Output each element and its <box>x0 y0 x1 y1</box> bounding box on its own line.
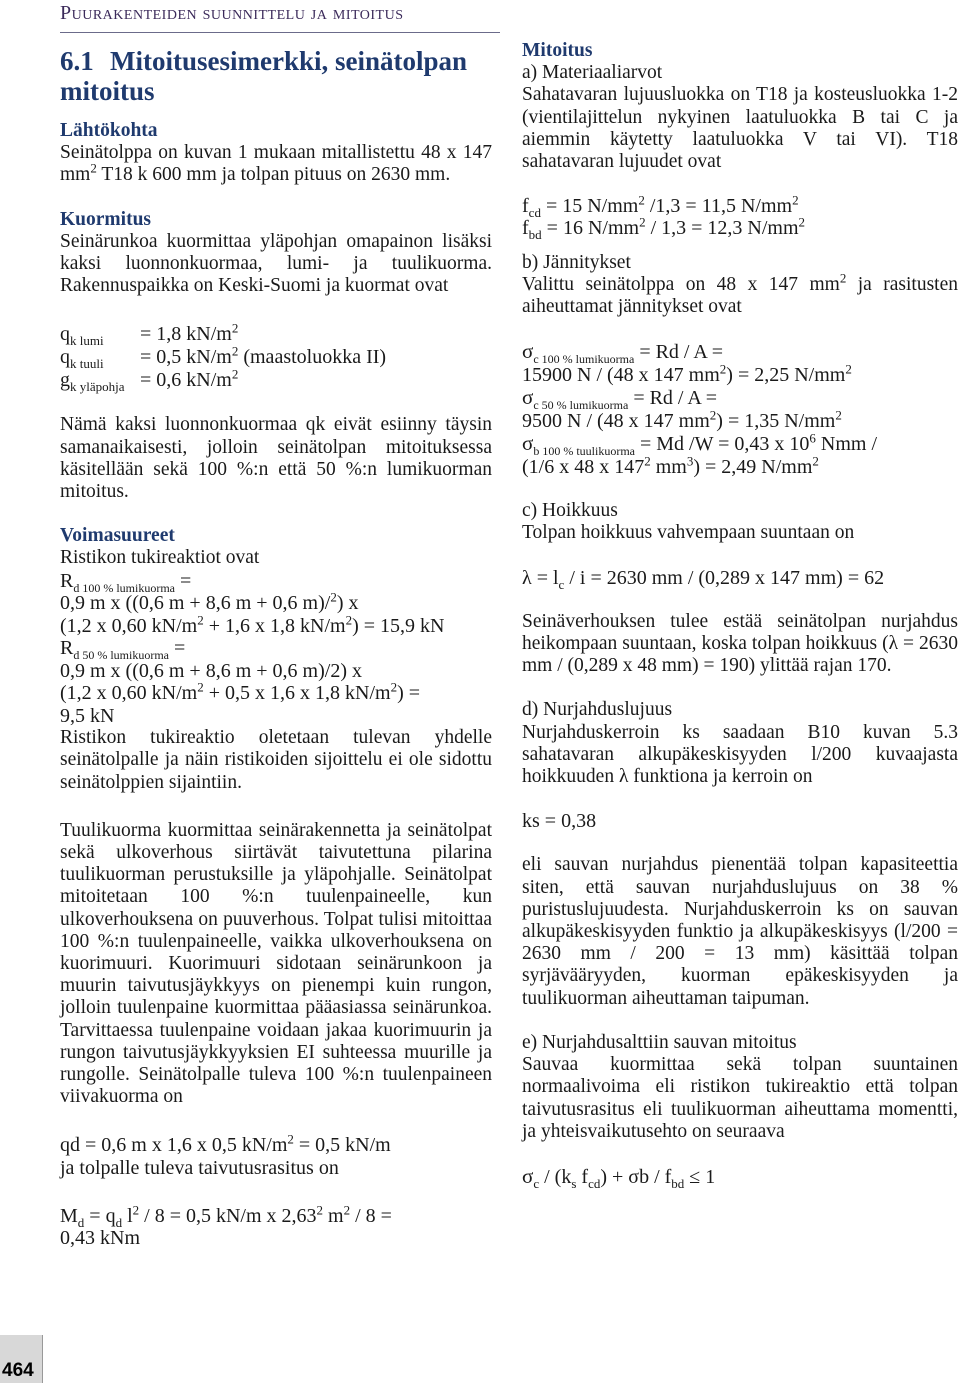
strength-values: $f_{cd} = 15$ $N/mm^2$ /1,3 = 11,5 $N/mm^2$ $f_{bd} = 16$ $N/mm^2 / 1,3 = 12,3$ $N/mm^2$ <box>522 192 806 243</box>
qd-equation: qd = 0,6 m x 1,6 x 0,5 $kN/m^2 = 0,5$ kN/m ja tolpalle tuleva taivutusrasitus on <box>60 1131 391 1179</box>
paragraph-voima: Ristikon tukireaktiot ovat <box>60 547 260 569</box>
page-number-tab <box>0 1335 43 1383</box>
left-column <box>60 40 492 1249</box>
right-column <box>522 40 959 1191</box>
heading-voimasuureet: Voimasuureet <box>60 525 175 547</box>
stress-equations: $\sigma_{c 100 \% lumikuorma} = Rd / A$ = 15900 N / (48 x 147 $mm^2) = 2,25$ $N/mm^2$ $\sigma_{c 50 \% lumikuorma} = Rd / A$ = 9500 N / (48 x 147 $mm^2) = 1,35$ $N/mm^2$ $\sigma_{b 100 \% tuulikuorma} = Md$ /W = 0,43 x $10^6$ Nmm / (1/6 x 48 x $147^2$ $mm^3) = 2,49$ $N/mm^2$ <box>522 339 878 478</box>
page-number: 464 <box>2 1360 34 1381</box>
header-rule <box>60 32 500 33</box>
slenderness-equation: $\lambda = l_c / i = 2630$ mm / (0,289 x 147 mm) = 62 <box>522 566 885 592</box>
md-equation: $M_d = q_d$ $l^2 / 8 = 0,5$ kN/m x 2,63$^2$ $m^2 / 8$ = 0,43 kNm <box>60 1202 392 1249</box>
load-snow: $q_{k lumi}$ = 1,8 $kN/m^2$ <box>60 320 239 349</box>
ks-value: ks = 0,38 <box>522 810 597 833</box>
load-wind: $q_{k tuuli}$ = 0,5 $kN/m^2$ (maastoluokka II) <box>60 343 387 372</box>
paragraph-e: Sauvaa kuormittaa sekä tolpan suuntainen normaalivoima eli ristikon tukireaktio että tolpan taivutusrasitus eli tuulikuorman aiheuttama momentti, ja yhteisvaikutusehto on seuraava <box>522 1054 958 1142</box>
paragraph-lahtokohta: Seinätolppa on kuvan 1 mukaan mitallistettu 48 x 147 $mm^2$ T18 k 600 mm ja tolpan pituus on 2630 mm. <box>60 142 492 186</box>
paragraph-ristikon: Ristikon tukireaktio oletetaan tulevan yhdelle seinätolpalle ja näin ristikoiden sijoittelu ei ole sidottu seinätolppien sijaintiin. <box>60 727 492 793</box>
heading-a: a) Materiaaliarvot <box>522 62 663 84</box>
section-title <box>60 46 492 106</box>
heading-mitoitus: Mitoitus <box>522 40 593 61</box>
reaction-50: $R_{d 50 \% lumikuorma}$ = 0,9 m x ((0,6 m + 8,6 m + 0,6 m)/2) x (1,2 x 0,60 $kN/m^2 + 0,5$ x 1,6 x 1,8 $kN/m^2$) = 9,5 kN <box>60 637 421 727</box>
heading-e: e) Nurjahdusalttiin sauvan mitoitus <box>522 1031 797 1053</box>
interaction-equation: $\sigma_c / (k_s$ $f_{cd}) + \sigma b / f_{bd} \le 1$ <box>522 1163 716 1191</box>
paragraph-tuulikuorma: Tuulikuorma kuormittaa seinärakennetta ja seinätolpat sekä ulkoverhous siirtävät taivutettuna pilarina tuulikuorman perustuksille ja yläpohjalle. Seinätolpat mitoitetaan 100 %:n tuulenpaineelle, kun ulkoverhouksena on puuverhous. Tolpat tulisi mitoittaa 100 %:n tuulenpaineelle, vaikka ulkoverhouksena on kuorimuuri. Kuorimuuri sidotaan seinärunkoon ja muurin taivutusjäykkyys on pienempi kuin rungon, jolloin tuulenpaine kuormittaa pääasiassa seinärunkoa. Tarvittaessa tuulenpaine voidaan jakaa kuorimuurin ja rungon taivutusjäykkyyksien EI suhteessa muurille ja rungolle. Seinätolpalle tuleva 100 %:n tuulenpaineen viivakuorma on <box>60 819 492 1108</box>
load-list <box>60 320 492 395</box>
heading-c: c) Hoikkuus <box>522 500 618 522</box>
heading-lahtokohta: Lähtökohta <box>60 120 158 141</box>
paragraph-c: Tolpan hoikkuus vahvempaan suuntaan on <box>522 522 855 544</box>
heading-d: d) Nurjahduslujuus <box>522 699 673 721</box>
paragraph-a: Sahatavaran lujuusluokka on T18 ja kosteusluokka 1-2 (vientilajittelun nykyinen laatuluokka B tai C ja aiemmin käytetty laatuluokka V tai VI). T18 sahatavaran lujuudet ovat <box>522 84 958 173</box>
paragraph-nama: Nämä kaksi luonnonkuormaa qk eivät esiinny täysin samanaikaisesti, jolloin seinätolpan mitoituksessa käsitellään sekä 100 %:n että 50 %:n lumikuorman mitoitus. <box>60 414 492 503</box>
reaction-100: $R_{d 100 \% lumikuorma}$ = 0,9 m x ((0,6 m + 8,6 m + 0,6 m)/$^2$) x (1,2 x 0,60 $kN/m^2 + 1,6$ x 1,8 $kN/m^2) = 15,9$ kN <box>60 569 445 637</box>
paragraph-kuormitus: Seinärunkoa kuormittaa yläpohjan omapainon lisäksi kaksi luonnonkuormaa, lumi- ja tuulikuorma. Rakennuspaikka on Keski-Suomi ja kuormat ovat <box>60 230 492 297</box>
paragraph-b: Valittu seinätolppa on 48 x 147 $mm^2$ ja rasitusten aiheuttamat jännitykset ovat <box>522 270 959 318</box>
paragraph-d2: eli sauvan nurjahdus pienentää tolpan kapasiteettia siten, että sauvan nurjahduslujuus on 38 % puristuslujuudesta. Nurjahduskerroin ks on sauvan alkupäkeskisyyden funktio ja alkupäkeskisyys (l/200 = 2630 mm / 200 = 13 mm) käsittää tolpan syrjävääryyden, kuorman epäkeskisyyden ja tuulikuorman aiheuttaman taipuman. <box>522 854 958 1009</box>
running-header: Puurakenteiden suunnittelu ja mitoitus <box>60 2 404 24</box>
paragraph-c2: Seinäverhouksen tulee estää seinätolpan nurjahdus heikompaan suuntaan, koska tolpan hoikkuus (λ = 2630 mm / (0,289 x 48 mm) = 190) ylittää rajan 170. <box>522 610 958 677</box>
load-roof: $g_{k yläpohja}$ = 0,6 $kN/m^2$ <box>60 366 239 395</box>
section-title-text: Mitoitusesimerkki, seinätolpan mitoitus <box>60 46 468 106</box>
heading-b: b) Jännitykset <box>522 251 631 273</box>
paragraph-d: Nurjahduskerroin ks saadaan B10 kuvan 5.3 sahatavaran alkupäkeskisyyden l/200 kuvaajasta hoikkuuden λ funktiona ja kerroin on <box>522 721 958 788</box>
section-number: 6.1 <box>60 46 94 76</box>
heading-kuormitus: Kuormitus <box>60 208 152 230</box>
